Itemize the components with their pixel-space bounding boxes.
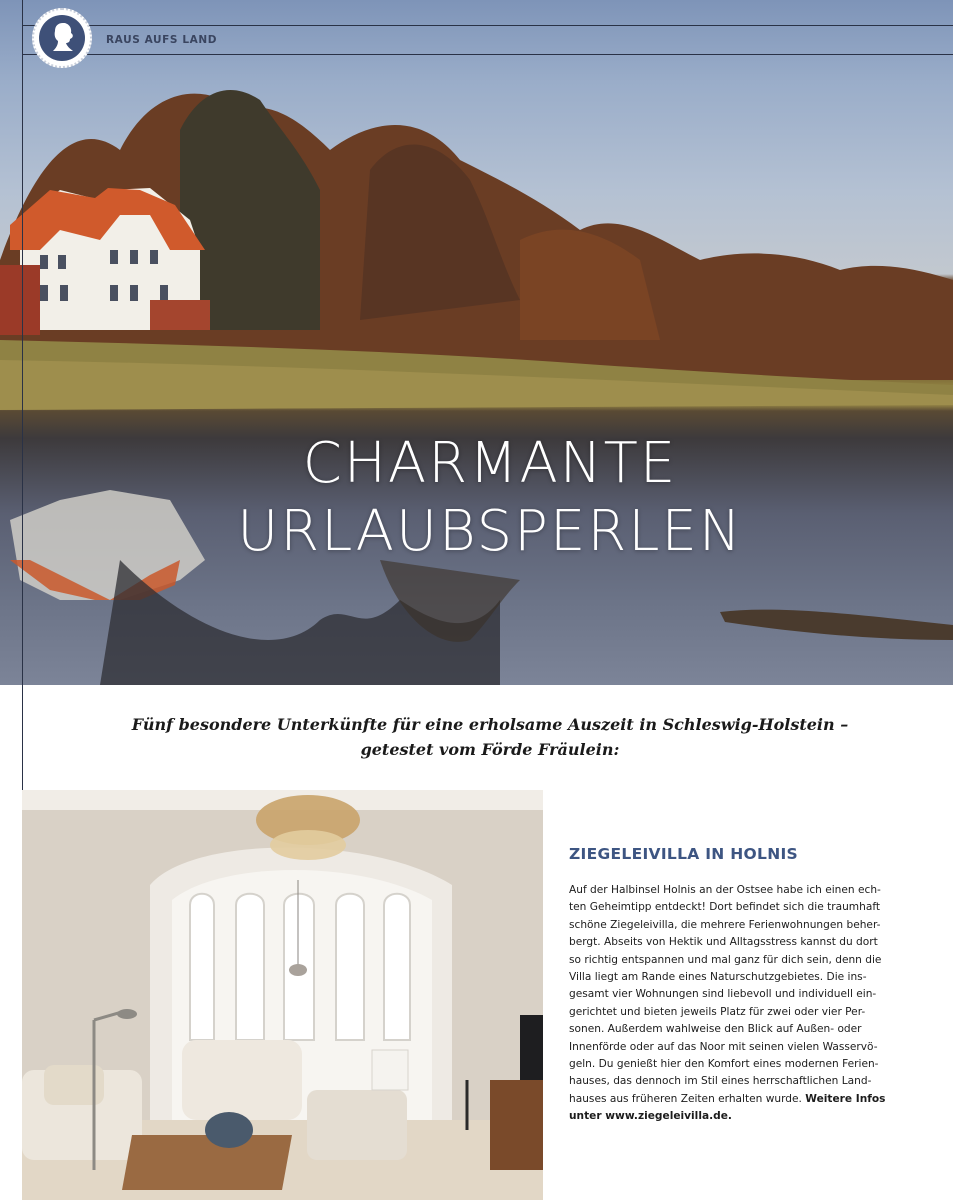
more-info-label: Weitere Infos bbox=[805, 1092, 886, 1105]
article-line: bergt. Abseits von Hektik und Alltagsstress kannst du dort bbox=[569, 936, 878, 949]
frame-line-bottom bbox=[22, 54, 953, 55]
article-line: schöne Ziegeleivilla, die mehrere Ferienwohnungen beher- bbox=[569, 918, 881, 931]
article-line: hauses, das dennoch im Stil eines herrschaftlichen Land- bbox=[569, 1075, 872, 1088]
article-line-text: hauses aus früheren Zeiten erhalten wurde. bbox=[569, 1092, 802, 1105]
section-label: RAUS AUFS LAND bbox=[106, 34, 218, 46]
more-info-link[interactable]: unter www.ziegeleivilla.de. bbox=[569, 1110, 732, 1123]
article-line: sonen. Außerdem wahlweise den Blick auf Außen- oder bbox=[569, 1023, 862, 1036]
article-line: gesamt vier Wohnungen sind liebevoll und individuell ein- bbox=[569, 988, 877, 1001]
intro-line-2: getestet vom Förde Fräulein: bbox=[360, 740, 620, 759]
article-line: geln. Du genießt hier den Komfort eines modernen Ferien- bbox=[569, 1058, 879, 1071]
frame-line-top bbox=[22, 25, 953, 26]
magazine-badge bbox=[32, 8, 92, 68]
article-body bbox=[569, 882, 909, 1126]
article-title: ZIEGELEIVILLA IN HOLNIS bbox=[569, 845, 799, 863]
article-line: Innenförde oder auf das Noor mit seinen vielen Wasservö- bbox=[569, 1040, 878, 1053]
intro-line-1: Fünf besondere Unterkünfte für eine erholsame Auszeit in Schleswig-Holstein – bbox=[131, 715, 849, 734]
article-line: gerichtet und bieten jeweils Platz für zwei oder vier Per- bbox=[569, 1005, 866, 1018]
article-line: ten Geheimtipp entdeckt! Dort befindet sich die traumhaft bbox=[569, 901, 881, 914]
headline-line-2: URLAUBSPERLEN bbox=[237, 499, 743, 564]
page-title bbox=[0, 430, 953, 566]
article-line: so richtig entspannen und mal ganz für dich sein, denn die bbox=[569, 953, 882, 966]
living-room-illustration bbox=[22, 790, 543, 1200]
article-line: Villa liegt am Rande eines Naturschutzgebietes. Die ins- bbox=[569, 971, 867, 984]
headline-line-1: CHARMANTE bbox=[302, 431, 678, 496]
badge-circle bbox=[39, 15, 85, 61]
interior-photo bbox=[22, 790, 543, 1200]
article-line-last bbox=[569, 1091, 909, 1108]
article-line: Auf der Halbinsel Holnis an der Ostsee habe ich einen ech- bbox=[569, 884, 881, 896]
silhouette-portrait-icon bbox=[39, 15, 85, 61]
intro-text bbox=[60, 712, 920, 762]
